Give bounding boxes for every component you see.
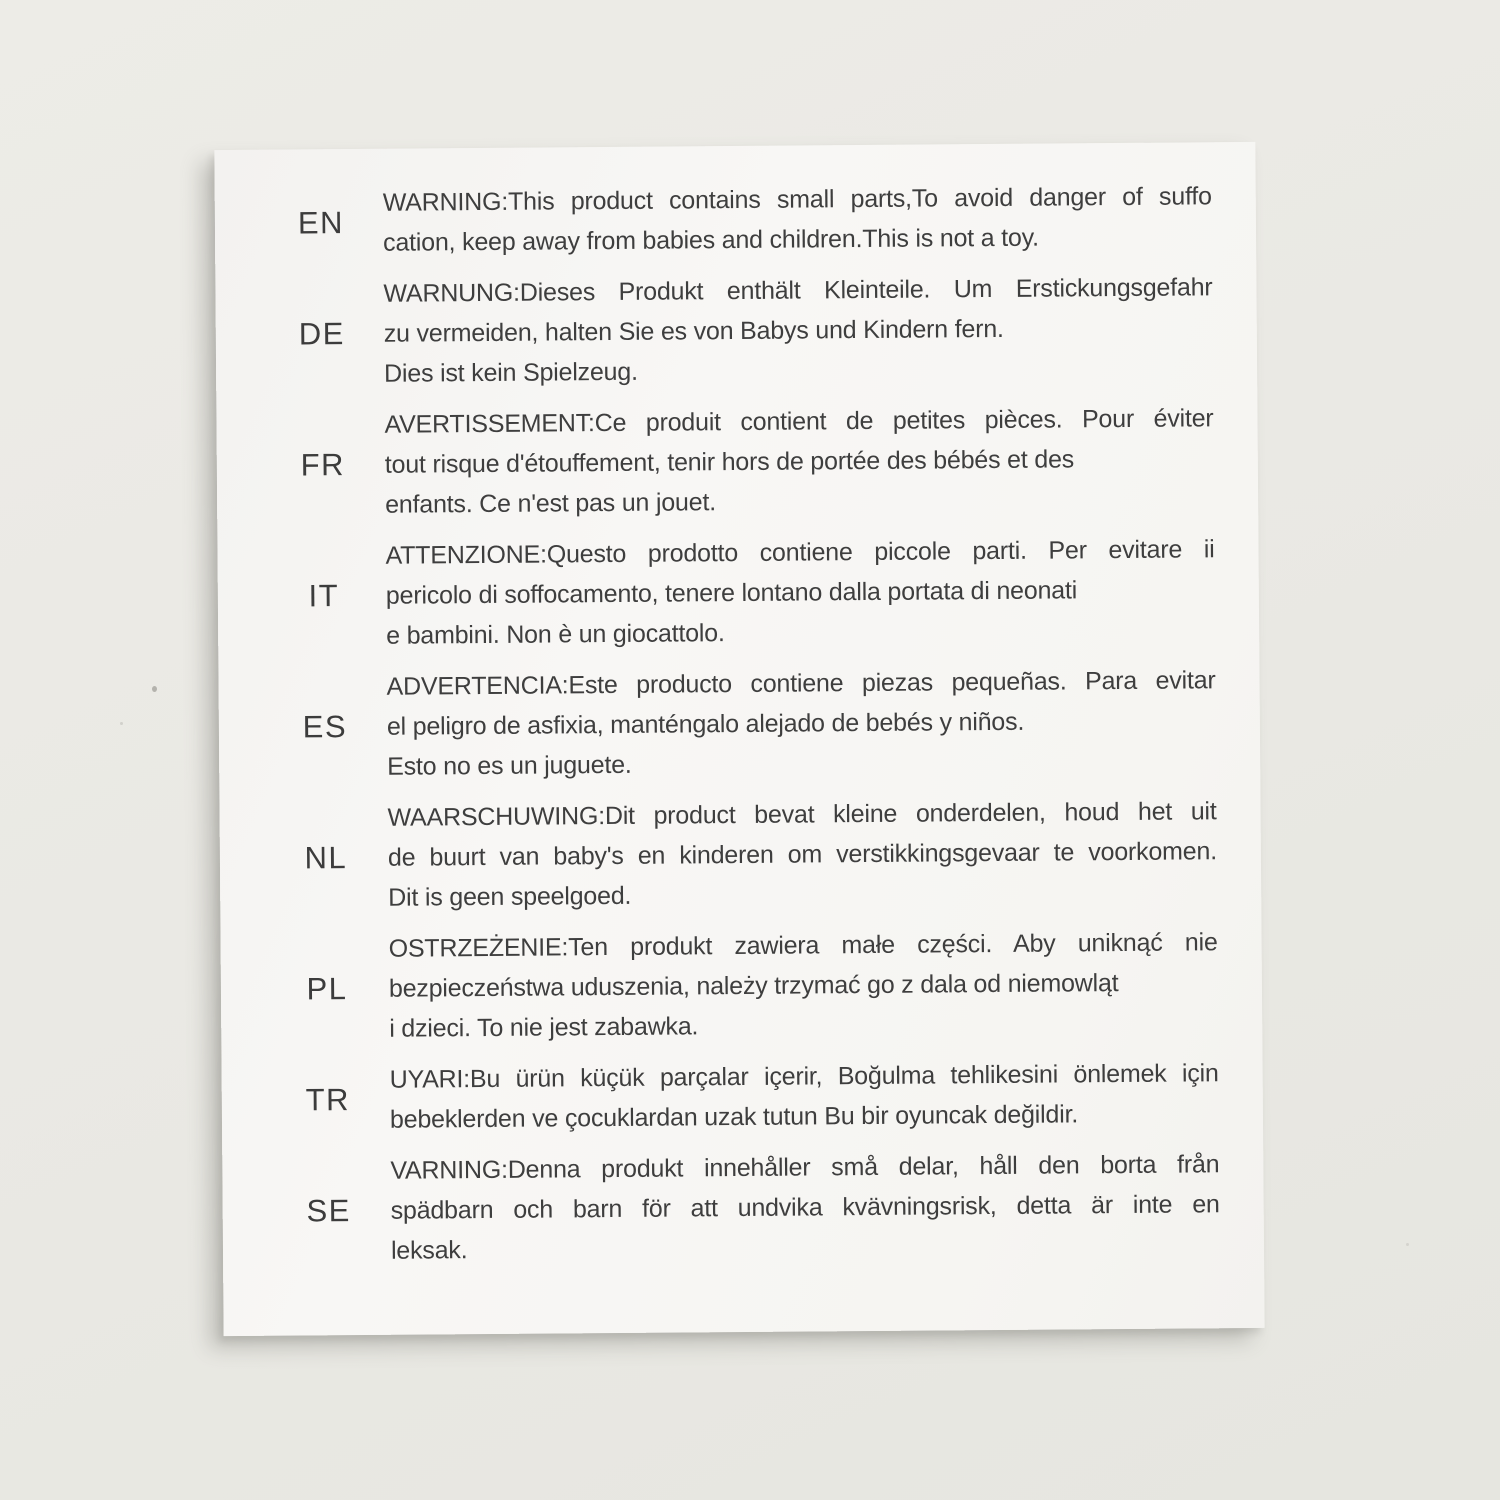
warning-line: pericolo di soffocamento, tenere lontano dalla portata di neonati	[385, 576, 1078, 610]
warning-line: UYARI:Bu ürün küçük parçalar içerir, Boğulma tehlikesini önlemek için	[389, 1059, 1219, 1094]
warning-line: Esto no es un juguete.	[387, 750, 632, 781]
language-code-se: SE	[306, 1193, 352, 1229]
warning-line: WARNUNG:Dieses Produkt enthält Kleinteile. Um Erstickungsgefahr	[383, 273, 1213, 308]
warning-text-pl	[388, 922, 1218, 1049]
warning-line: OSTRZEŻENIE:Ten produkt zawiera małe części. Aby uniknąć nie	[388, 928, 1218, 963]
warning-text-tr	[390, 1053, 1220, 1140]
warning-line: ATTENZIONE:Questo prodotto contiene piccole parti. Per evitare ii	[385, 535, 1215, 570]
dust-speck	[120, 722, 123, 725]
warning-line: Dit is geen speelgoed.	[388, 881, 632, 912]
language-code-es: ES	[302, 709, 348, 745]
language-code-fr: FR	[300, 447, 346, 483]
language-code-it: IT	[308, 578, 340, 614]
warning-line: leksak.	[390, 1236, 468, 1265]
label-section-tr	[278, 1053, 1220, 1140]
warning-text-de	[383, 267, 1213, 394]
warning-line: spädbarn och barn för att undvika kvävningsrisk, detta är inte en	[390, 1190, 1220, 1225]
label-section-it	[273, 529, 1215, 656]
warning-text-se	[390, 1144, 1220, 1271]
label-section-nl	[275, 791, 1217, 918]
warning-line: enfants. Ce n'est pas un jouet.	[385, 488, 716, 519]
label-section-es	[274, 660, 1216, 787]
dust-speck	[1406, 1243, 1409, 1246]
warning-line: VARNING:Denna produkt innehåller små delar, håll den borta från	[390, 1150, 1220, 1185]
warning-text-es	[386, 660, 1216, 787]
warning-line: cation, keep away from babies and children.This is not a toy.	[382, 223, 1039, 257]
warning-text-en	[383, 176, 1213, 263]
warning-text-fr	[384, 398, 1214, 525]
label-section-se	[278, 1144, 1220, 1271]
warning-line: WAARSCHUWING:Dit product bevat kleine onderdelen, houd het uit	[387, 797, 1217, 832]
warning-line: Dies ist kein Spielzeug.	[384, 357, 638, 388]
warning-line: bebeklerden ve çocuklardan uzak tutun Bu bir oyuncak değildir.	[389, 1100, 1079, 1134]
warning-line: e bambini. Non è un giocattolo.	[386, 619, 725, 650]
label-section-fr	[272, 398, 1214, 525]
language-code-en: EN	[297, 205, 345, 241]
language-code-nl: NL	[304, 840, 348, 876]
warning-line: AVERTISSEMENT:Ce produit contient de petites pièces. Pour éviter	[384, 404, 1214, 439]
warning-line: bezpieczeństwa uduszenia, należy trzymać go z dala od niemowląt	[388, 969, 1119, 1003]
warning-line: ADVERTENCIA:Este producto contiene piezas pequeñas. Para evitar	[386, 666, 1216, 701]
warning-line: zu vermeiden, halten Sie es von Babys und Kindern fern.	[383, 314, 1004, 348]
warning-line: WARNING:This product contains small parts,To avoid danger of suffo	[382, 182, 1212, 217]
warning-text-it	[385, 529, 1215, 656]
warning-text-nl	[387, 791, 1217, 918]
warning-line: de buurt van baby's en kinderen om verstikkingsgevaar te voorkomen.	[387, 837, 1218, 872]
warning-label-paper	[214, 142, 1264, 1336]
warning-line: tout risque d'étouffement, tenir hors de portée des bébés et des	[384, 445, 1075, 479]
label-section-de	[271, 267, 1213, 394]
warning-line: i dzieci. To nie jest zabawka.	[389, 1012, 699, 1043]
warning-line: el peligro de asfixia, manténgalo alejado de bebés y niños.	[386, 707, 1025, 741]
language-code-pl: PL	[306, 971, 348, 1007]
label-section-en	[271, 176, 1213, 263]
dust-speck	[152, 686, 157, 692]
language-code-de: DE	[298, 316, 345, 352]
label-section-pl	[276, 922, 1218, 1049]
language-code-tr: TR	[305, 1082, 351, 1118]
